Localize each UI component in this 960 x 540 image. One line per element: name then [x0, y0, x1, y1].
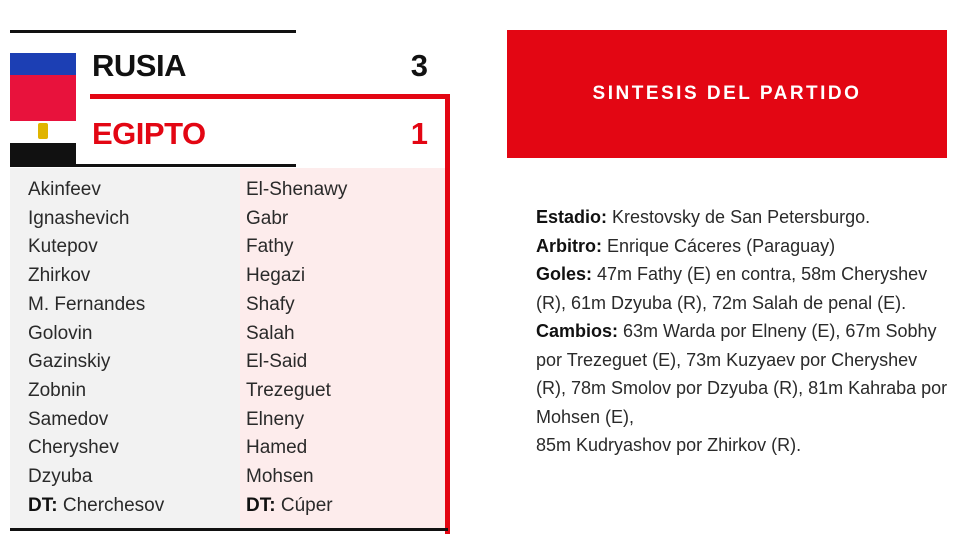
goals-label: Goles: [536, 264, 593, 284]
home-team-score: 3 [410, 48, 428, 83]
away-team-name: EGIPTO [92, 116, 206, 151]
coach-label: DT: [28, 494, 58, 516]
lineup-bottom-rule [10, 528, 448, 531]
lineup-player: Akinfeev [28, 179, 101, 200]
scoreboard-bottom-rule [10, 164, 296, 167]
lineup-player: Cheryshev [28, 437, 119, 459]
lineup-player: Golovin [28, 322, 93, 344]
russia-flag-icon [10, 30, 76, 98]
stadium-line [536, 203, 952, 232]
lineup-player: Hegazi [246, 265, 306, 287]
referee-value: Enrique Cáceres (Paraguay) [602, 235, 836, 256]
lineup-player: Dzyuba [28, 466, 93, 488]
subs-label: Cambios: [536, 321, 619, 341]
lineup-player: Kutepov [28, 236, 98, 258]
scoreboard-red-rule [90, 94, 450, 99]
synthesis-body [536, 203, 952, 460]
away-lineup [240, 168, 445, 528]
coach-name: Cherchesov [57, 494, 165, 516]
lineup-player: Gazinskiy [28, 351, 111, 373]
lineup-player: Mohsen [246, 466, 314, 488]
synthesis-header [507, 30, 947, 158]
coach-name: Cúper [275, 494, 333, 516]
subs-value: 63m Warda por Elneny (E), 67m Sobhy por Trezeguet (E), 73m Kuzyaev por Cheryshev (R), 78m Smolov por Dzyuba (R), 81m Kahraba por Mohsen (E), [536, 321, 948, 427]
eagle-emblem-icon [38, 123, 48, 139]
away-team-score: 1 [410, 116, 428, 151]
lineup-player: Fathy [246, 236, 294, 258]
coach-label: DT: [246, 494, 276, 516]
referee-label: Arbitro: [536, 235, 602, 256]
scoreboard-top-rule [10, 30, 296, 33]
egypt-flag-icon [10, 98, 76, 166]
lineup-player: Trezeguet [246, 379, 331, 401]
lineup-player: Shafy [246, 293, 295, 315]
synthesis-title: SINTESIS DEL PARTIDO [592, 83, 862, 104]
goals-line [536, 260, 952, 317]
lineup-red-divider [445, 94, 450, 534]
lineup-player: Gabr [246, 207, 289, 229]
stadium-value: Krestovsky de San Petersburgo. [607, 207, 871, 227]
lineup-player: Hamed [246, 437, 308, 459]
subs-line [536, 317, 952, 431]
goals-value: 47m Fathy (E) en contra, 58m Cheryshev (R), 61m Dzyuba (R), 72m Salah de penal (E). [536, 264, 928, 313]
lineup-player: Zhirkov [28, 265, 91, 287]
referee-line [536, 232, 952, 261]
stadium-label: Estadio: [536, 207, 608, 227]
lineup-player: El-Said [246, 351, 308, 373]
home-coach [28, 492, 240, 521]
away-coach [246, 492, 445, 521]
subs-last-line: 85m Kudryashov por Zhirkov (R). [536, 435, 802, 455]
lineup-player: Elneny [246, 408, 305, 430]
lineup-player: Zobnin [28, 379, 87, 401]
lineup-player: Samedov [28, 408, 109, 430]
lineup-player: Salah [246, 322, 295, 344]
lineup-player: M. Fernandes [28, 293, 146, 315]
lineup-player: Ignashevich [28, 207, 130, 229]
lineup-player: El-Shenawy [246, 179, 348, 200]
home-team-name: RUSIA [92, 48, 186, 83]
home-lineup [10, 168, 240, 528]
